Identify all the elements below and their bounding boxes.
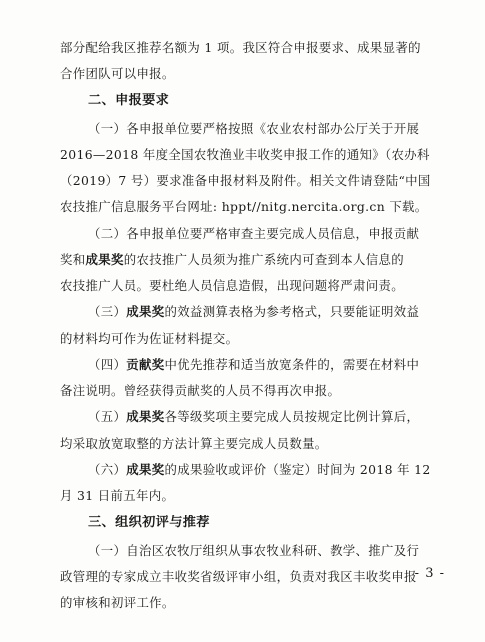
text-prefix: （三） <box>88 304 127 319</box>
body-text-line: 月 31 日前五年内。 <box>60 488 175 503</box>
text-suffix: 的效益测算表格为参考格式，只要能证明效益 <box>164 304 420 319</box>
body-text-line: （二）各申报单位要严格审查主要完成人员信息，申报贡献 <box>88 226 420 241</box>
bold-term: 成果奖 <box>126 409 165 424</box>
text-prefix: （五） <box>88 409 127 424</box>
page-number: - 3 - <box>414 566 445 581</box>
body-text-line: 农技推广信息服务平台网址: hppt//nitg.nercita.org.cn 下载。 <box>60 199 428 214</box>
text-prefix: 奖和 <box>60 252 86 267</box>
body-text-line: （一）自治区农牧厅组织从事农牧业科研、教学、推广及行 <box>88 543 420 558</box>
body-text-line <box>88 304 438 320</box>
body-text-line: 合作团队可以申报。 <box>60 66 175 81</box>
body-text-line <box>88 357 438 373</box>
body-text-line: （一）各申报单位要严格按照《农业农村部办公厅关于开展 <box>88 121 420 136</box>
section-heading: 三、组织初评与推荐 <box>88 515 210 530</box>
body-text-line <box>60 252 438 268</box>
section-heading: 二、申报要求 <box>88 93 170 108</box>
body-text-line: 的材料均可作为佐证材料提交。 <box>60 331 239 346</box>
text-suffix: 各等级奖项主要完成人员按规定比例计算后， <box>164 409 420 424</box>
bold-term: 成果奖 <box>126 304 165 319</box>
body-text-line: 农技推广人员。要杜绝人员信息造假，出现问题将严肃问责。 <box>60 278 404 293</box>
body-text-line: 均采取放宽取整的方法计算主要完成人员数量。 <box>60 436 328 451</box>
body-text-line: 2016—2018 年度全国农牧渔业丰收奖申报工作的通知》（农办科 <box>60 147 430 162</box>
body-text-line: 部分配给我区推荐名额为 1 项。我区符合申报要求、成果显著的 <box>60 40 421 55</box>
body-text-line: 的审核和初评工作。 <box>60 595 175 610</box>
bold-term: 成果奖 <box>85 252 124 267</box>
text-suffix: 的农技推广人员须为推广系统内可查到本人信息的 <box>123 252 405 267</box>
body-text-line <box>88 409 438 425</box>
bold-term: 成果奖 <box>126 462 165 477</box>
bold-term: 贡献奖 <box>126 357 165 372</box>
text-suffix: 的成果验收或评价（鉴定）时间为 2018 年 12 <box>164 462 431 477</box>
body-text-line: 政管理的专家成立丰收奖省级评审小组，负责对我区丰收奖申报 <box>60 569 417 584</box>
body-text-line <box>88 462 438 478</box>
body-text-line: （2019）7 号）要求准备申报材料及附件。相关文件请登陆“中国 <box>60 173 431 188</box>
text-prefix: （六） <box>88 462 127 477</box>
text-prefix: （四） <box>88 357 127 372</box>
body-text-line: 备注说明。曾经获得贡献奖的人员不得再次申报。 <box>60 383 341 398</box>
text-suffix: 中优先推荐和适当放宽条件的，需要在材料中 <box>164 357 420 372</box>
